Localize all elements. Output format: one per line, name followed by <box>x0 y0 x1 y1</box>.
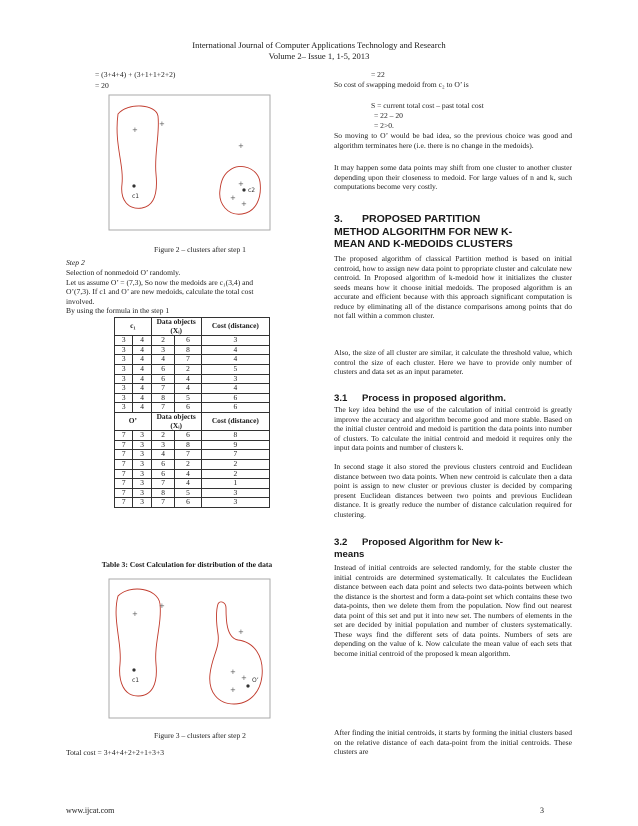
table-cell: 2 <box>201 459 269 469</box>
figure-3-plot <box>108 578 272 720</box>
table-cell: 8 <box>151 393 175 403</box>
table-cell: 4 <box>133 393 151 403</box>
table-cell: 3 <box>115 345 133 355</box>
header-cost: Cost (distance) <box>201 412 269 430</box>
table-cell: 7 <box>175 450 201 460</box>
table-cell: 3 <box>115 355 133 365</box>
table-cell: 4 <box>133 355 151 365</box>
section-3-2-number: 3.2 <box>334 537 348 548</box>
data-point: + <box>159 602 165 610</box>
section-3-1-heading <box>334 393 572 405</box>
data-point: + <box>132 610 138 618</box>
table-cell: 5 <box>201 364 269 374</box>
label-c2: c2 <box>248 187 256 194</box>
table-cell: 7 <box>115 479 133 489</box>
table-cell: 2 <box>151 431 175 441</box>
header-cost: Cost (distance) <box>201 318 269 336</box>
paragraph-swap-cost: So cost of swapping medoid from c₂ to O’ is <box>334 80 469 89</box>
table-cell: 3 <box>151 440 175 450</box>
data-point: + <box>238 142 244 150</box>
header-data-objects: Data objects (Xᵢ) <box>151 412 201 430</box>
header-medoid: c₁ <box>115 318 152 336</box>
footer-link[interactable]: www.ijcat.com <box>66 806 115 815</box>
table-row <box>115 384 270 394</box>
table-row <box>115 345 270 355</box>
table-cell: 3 <box>115 393 133 403</box>
cost-table <box>114 317 270 508</box>
data-point: + <box>230 194 236 202</box>
table-cell: 3 <box>201 374 269 384</box>
table-cell: 7 <box>115 450 133 460</box>
table-cell: 7 <box>175 355 201 365</box>
data-point: + <box>230 668 236 676</box>
table-cell: 4 <box>151 450 175 460</box>
table-cell: 6 <box>201 403 269 413</box>
equation-line-2: = 20 <box>95 81 109 90</box>
step2-text <box>66 268 304 316</box>
paragraph-cluster-size: Also, the size of all cluster are similar, it calculate the threshold value, which control the size of each cluster. Here we have to provide only number of clusters and data set as an input parameter. <box>334 348 572 376</box>
table-cell: 7 <box>201 450 269 460</box>
table-row <box>115 440 270 450</box>
table-cell: 7 <box>115 469 133 479</box>
plot-frame <box>109 579 270 718</box>
data-point: + <box>159 120 165 128</box>
table-cell: 4 <box>175 479 201 489</box>
table-cell: 4 <box>133 364 151 374</box>
table-cell: 3 <box>115 384 133 394</box>
table-cell: 4 <box>201 384 269 394</box>
table-cell: 7 <box>115 488 133 498</box>
table-cell: 7 <box>115 498 133 508</box>
table-cell: 4 <box>133 384 151 394</box>
swap-formula-1: S = current total cost – past total cost <box>371 101 484 110</box>
table-header-row <box>115 318 270 336</box>
table-row <box>115 393 270 403</box>
table-cell: 4 <box>175 374 201 384</box>
table-cell: 3 <box>201 336 269 346</box>
table-cell: 3 <box>201 498 269 508</box>
medoid-c1-point <box>132 668 135 671</box>
table-cell: 7 <box>151 403 175 413</box>
step2-line: O’(7,3). If c1 and O’ are new medoids, calculate the total cost <box>66 287 254 296</box>
table-cell: 3 <box>133 450 151 460</box>
data-point: + <box>230 686 236 694</box>
table-row <box>115 374 270 384</box>
table-row <box>115 431 270 441</box>
table-cell: 4 <box>133 345 151 355</box>
data-point: + <box>238 180 244 188</box>
table-cell: 3 <box>133 440 151 450</box>
plot-frame <box>109 95 270 230</box>
table-cell: 6 <box>175 498 201 508</box>
table-cell: 6 <box>151 469 175 479</box>
section-3-number: 3. <box>334 213 343 225</box>
table-cell: 6 <box>201 393 269 403</box>
table-row <box>115 459 270 469</box>
table-cell: 3 <box>201 488 269 498</box>
table-cell: 1 <box>201 479 269 489</box>
table-cell: 7 <box>115 431 133 441</box>
label-o: O’ <box>252 677 259 684</box>
table-3-caption: Table 3: Cost Calculation for distribution of the data <box>101 560 273 569</box>
section-3-title-line: PROPOSED PARTITION <box>362 213 481 225</box>
table-cell: 3 <box>133 459 151 469</box>
section-3-1-title: Process in proposed algorithm. <box>362 393 506 404</box>
section-3-title-line: METHOD ALGORITHM FOR NEW K- <box>334 225 513 238</box>
table-cell: 7 <box>151 384 175 394</box>
data-point: + <box>241 200 247 208</box>
data-point: + <box>238 628 244 636</box>
table-cell: 3 <box>115 364 133 374</box>
table-cell: 3 <box>133 498 151 508</box>
paragraph-initial-centroids: Instead of initial centroids are selected randomly, for the stable cluster the initial centroids are determined systematically. It calculates the Euclidean distance between each data point and selects two data-points between which the distance is the shortest and form a data-point set which contains these two data-points, then we delete them from the population. Now find out nearest data point of this set and put it into new set. The numbers of elements in the set are decided by initial population and number of clusters systematically. These ways find the different sets of data points. Numbers of sets are depending on the value of k. Now calculate the mean value of each sets that become initial centroid of the proposed k mean algorithm. <box>334 563 572 658</box>
table-cell: 5 <box>175 488 201 498</box>
footer-url[interactable] <box>66 806 114 815</box>
table-cell: 6 <box>151 459 175 469</box>
label-c1: c1 <box>132 193 140 200</box>
swap-formula-2: = 22 – 20 <box>374 111 403 120</box>
medoid-c1-point <box>132 184 135 187</box>
step2-title: Step 2 <box>66 258 85 267</box>
table-cell: 4 <box>201 345 269 355</box>
table-cell: 2 <box>175 364 201 374</box>
header-medoid: O’ <box>115 412 152 430</box>
table-cell: 8 <box>175 440 201 450</box>
cluster-o-boundary <box>210 602 263 704</box>
table-cell: 3 <box>115 336 133 346</box>
step2-line: Let us assume O’ = (7,3), So now the medoids are c₁(3,4) and <box>66 277 254 287</box>
table-cell: 4 <box>133 374 151 384</box>
paragraph-key-idea: The key idea behind the use of the calculation of initial centroid is greatly improve the accuracy and algorithm become good and more stable. Based on the initial cluster centroid and medoid is partition the data points into number of clusters. To calculate the initial centroid and medoid it requires only the input data points and number of clusters k. <box>334 405 572 452</box>
header-data-objects: Data objects (Xᵢ) <box>151 318 201 336</box>
table-cell: 4 <box>175 384 201 394</box>
table-cell: 4 <box>175 469 201 479</box>
table-cell: 3 <box>133 431 151 441</box>
step2-line: Selection of nonmedoid O’ randomly. <box>66 268 181 277</box>
section-3-2-title-line: Proposed Algorithm for New k- <box>362 537 503 548</box>
table-cell: 2 <box>201 469 269 479</box>
paragraph-forming-clusters: After finding the initial centroids, it starts by forming the initial clusters based on the relative distance of each data-point from the initial centroids. These clusters are <box>334 728 572 756</box>
table-cell: 7 <box>115 459 133 469</box>
data-point: + <box>241 674 247 682</box>
equation-top: = 22 <box>371 70 385 79</box>
table-row <box>115 479 270 489</box>
table-cell: 8 <box>201 431 269 441</box>
table-cell: 5 <box>175 393 201 403</box>
section-3-2-heading <box>334 537 572 561</box>
table-cell: 7 <box>151 479 175 489</box>
table-cell: 6 <box>151 364 175 374</box>
section-3-1-number: 3.1 <box>334 393 348 404</box>
paragraph-bad-idea: So moving to O’ would be bad idea, so the previous choice was good and algorithm terminates here (i.e. there is no change in the medoids). <box>334 131 572 150</box>
figure-2-caption: Figure 2 – clusters after step 1 <box>154 245 246 254</box>
table-cell: 3 <box>151 345 175 355</box>
table-cell: 7 <box>115 440 133 450</box>
table-row <box>115 364 270 374</box>
paragraph-second-stage: In second stage it also stored the previous clusters centroid and Euclidean distance between two data points. When new centroid is calculate then a data point is assign to new cluster or previous cluster is decided by comparing present Euclidean distances between two points and previous Euclidean distance. It is greatly reduce the number of distance calculation required for clustering. <box>334 462 572 519</box>
table-cell: 6 <box>175 403 201 413</box>
section-3-title-line: MEAN AND K-MEDOIDS CLUSTERS <box>334 238 513 250</box>
table-cell: 4 <box>133 403 151 413</box>
table-cell: 2 <box>151 336 175 346</box>
table-row <box>115 469 270 479</box>
table-cell: 3 <box>133 488 151 498</box>
medoid-c2-point <box>242 188 245 191</box>
table-cell: 2 <box>175 459 201 469</box>
section-3-2-title-line: means <box>334 549 365 560</box>
table-cell: 6 <box>151 374 175 384</box>
journal-volume: Volume 2– Issue 1, 1-5, 2013 <box>268 51 370 61</box>
table-row <box>115 355 270 365</box>
table-cell: 9 <box>201 440 269 450</box>
table-row <box>115 498 270 508</box>
table-cell: 7 <box>151 498 175 508</box>
section-3-heading <box>334 213 572 251</box>
equation-line-1: = (3+4+4) + (3+1+1+2+2) <box>95 70 176 79</box>
label-c1: c1 <box>132 677 140 684</box>
step2-line: involved. <box>66 296 95 306</box>
journal-title: International Journal of Computer Applications Technology and Research <box>192 40 446 50</box>
table-cell: 6 <box>175 336 201 346</box>
total-cost: Total cost = 3+4+4+2+2+1+3+3 <box>66 748 165 757</box>
footer-page-number: 3 <box>540 806 544 815</box>
data-point: + <box>132 126 138 134</box>
table-cell: 3 <box>133 469 151 479</box>
table-cell: 4 <box>133 336 151 346</box>
figure-3-caption: Figure 3 – clusters after step 2 <box>154 731 246 740</box>
swap-formula-3: = 2>0. <box>374 121 394 130</box>
table-cell: 4 <box>151 355 175 365</box>
table-cell: 8 <box>151 488 175 498</box>
paragraph-costly: It may happen some data points may shift from one cluster to another cluster depending upon their closeness to medoid. For large values of n and k, such computations become very costly. <box>334 163 572 191</box>
step2-line: By using the formula in the step 1 <box>66 306 170 315</box>
table-header-row <box>115 412 270 430</box>
table-row <box>115 336 270 346</box>
paragraph-proposed: The proposed algorithm of classical Partition method is based on initial centroid, how to assign new data point to ppropriate cluster and calculate new centroid. In Proposed algorithm of k-medoid how it initializes the cluster seeds means how it choose initial medoids. The proposed algorithm is an accurate and efficient because with this approach significant computation is reduce by eliminating all of the distance comparisons among points that do not fall within a common cluster. <box>334 254 572 320</box>
table-cell: 3 <box>115 374 133 384</box>
table-row <box>115 488 270 498</box>
table-row <box>115 403 270 413</box>
table-cell: 3 <box>115 403 133 413</box>
table-row <box>115 450 270 460</box>
table-cell: 8 <box>175 345 201 355</box>
table-cell: 4 <box>201 355 269 365</box>
figure-2-plot <box>108 94 272 232</box>
table-cell: 6 <box>175 431 201 441</box>
table-cell: 3 <box>133 479 151 489</box>
medoid-o-point <box>246 684 249 687</box>
